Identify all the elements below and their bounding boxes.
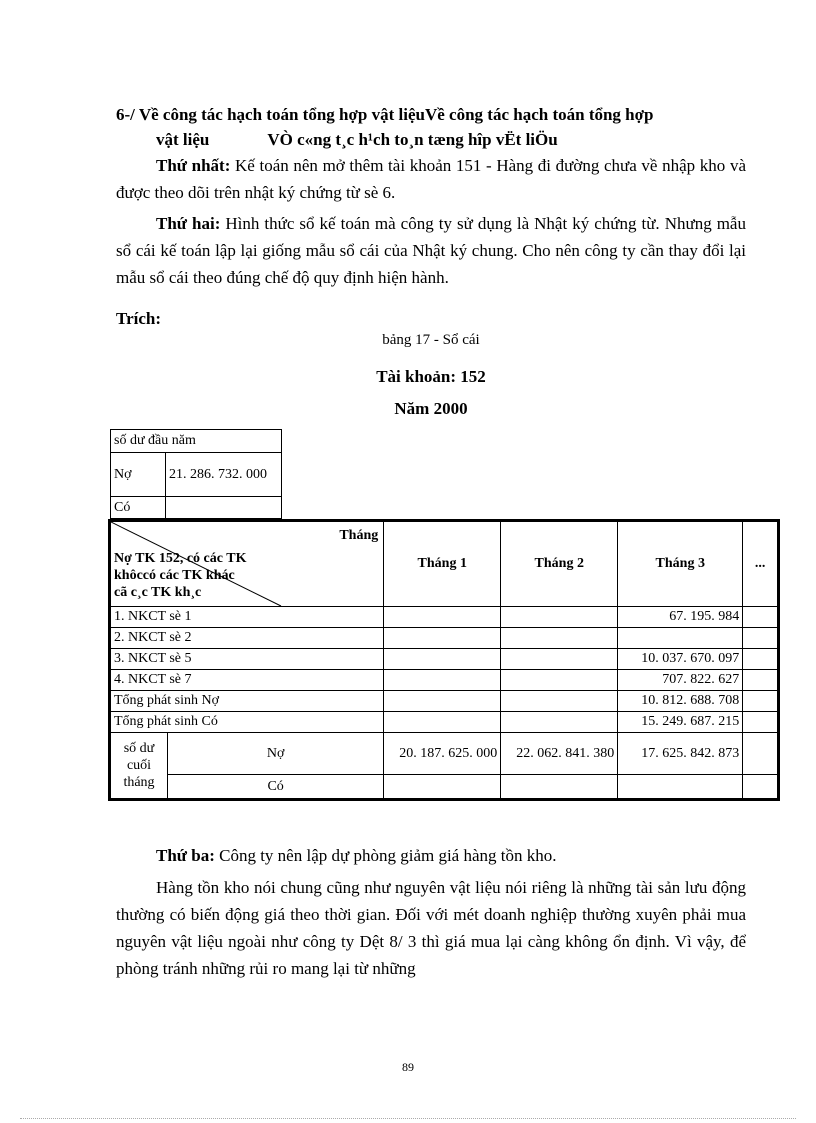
table-row — [111, 733, 778, 775]
page-bottom-divider — [20, 1118, 796, 1119]
cell — [384, 649, 501, 670]
row-label: 1. NKCT sè 1 — [111, 607, 384, 628]
closing-label: số dư cuối tháng — [111, 733, 168, 799]
heading-line-2b: VÒ c«ng t¸c h¹ch to¸n tæng hîp vËt liÖu — [267, 130, 558, 149]
table-row — [111, 712, 778, 733]
section-heading — [116, 102, 746, 152]
table-row — [111, 628, 778, 649]
page-number: 89 — [402, 1060, 414, 1074]
cell — [743, 649, 778, 670]
cell: 67. 195. 984 — [618, 607, 743, 628]
opening-co-label: Có — [111, 497, 166, 519]
cell: 10. 037. 670. 097 — [618, 649, 743, 670]
table-row — [111, 775, 778, 799]
closing-no-label: Nợ — [168, 733, 384, 775]
cell — [501, 670, 618, 691]
cell — [384, 670, 501, 691]
cell — [618, 628, 743, 649]
paragraph-lead: Thứ hai: — [156, 214, 221, 233]
paragraph-lead: Thứ ba: — [156, 846, 215, 865]
opening-co-value — [166, 497, 282, 519]
cell — [743, 691, 778, 712]
opening-balance-table — [110, 429, 282, 519]
month-header: Tháng 1 — [384, 522, 501, 607]
cell: 17. 625. 842. 873 — [618, 733, 743, 775]
corner-label-3: cã c¸c TK kh¸c — [114, 585, 202, 600]
table-title-2: Tài khoản: 152 — [376, 367, 486, 386]
paragraph-thu-hai — [116, 210, 746, 291]
paragraph-thu-ba — [116, 842, 746, 869]
table-row — [111, 607, 778, 628]
cell — [384, 628, 501, 649]
cell: 20. 187. 625. 000 — [384, 733, 501, 775]
paragraph-text: Hình thức sổ kế toán mà công ty sử dụng là Nhật ký chứng từ. Nhưng mẫu sổ cái kế toán lập lại giống mẫu sổ cái của Nhật ký chung. Cho nên công ty cần thay đổi lại mẫu sổ cái theo đúng chế độ quy định hiện hành. — [116, 214, 746, 287]
cell: 10. 812. 688. 708 — [618, 691, 743, 712]
cell — [743, 607, 778, 628]
row-label: 2. NKCT sè 2 — [111, 628, 384, 649]
trich-label: Trích: — [116, 309, 162, 328]
ledger-table-frame — [108, 519, 780, 801]
row-label: Tổng phát sinh Có — [111, 712, 384, 733]
cell — [618, 775, 743, 799]
table-row — [111, 670, 778, 691]
cell — [501, 775, 618, 799]
corner-top-label: Tháng — [339, 528, 379, 543]
cell — [384, 607, 501, 628]
cell — [501, 628, 618, 649]
cell — [384, 691, 501, 712]
heading-line-1: 6-/ Về công tác hạch toán tổng hợp vật liệuVề công tác hạch toán tổng hợp — [116, 105, 654, 124]
paragraph-text: Kế toán nên mở thêm tài khoản 151 - Hàng đi đường chưa về nhập kho và được theo dõi trên nhật ký chứng từ sè 6. — [116, 156, 746, 202]
cell — [384, 712, 501, 733]
paragraph-text: Công ty nên lập dự phòng giảm giá hàng tồn kho. — [214, 846, 557, 865]
month-header: Tháng 2 — [501, 522, 618, 607]
cell — [743, 733, 778, 775]
cell: 22. 062. 841. 380 — [501, 733, 618, 775]
cell — [501, 607, 618, 628]
cell: 707. 822. 627 — [618, 670, 743, 691]
table-title-1: bảng 17 - Sổ cái — [382, 332, 480, 348]
heading-line-2 — [116, 127, 746, 152]
paragraph-thu-nhat — [116, 152, 746, 206]
row-label: 3. NKCT sè 5 — [111, 649, 384, 670]
opening-no-value: 21. 286. 732. 000 — [166, 453, 282, 497]
row-label: 4. NKCT sè 7 — [111, 670, 384, 691]
row-label: Tổng phát sinh Nợ — [111, 691, 384, 712]
closing-co-label: Có — [168, 775, 384, 799]
cell — [743, 670, 778, 691]
cell — [743, 775, 778, 799]
cell — [743, 712, 778, 733]
cell — [501, 691, 618, 712]
corner-label-1: Nợ TK 152, có các TK — [114, 551, 247, 566]
table-title-3: Năm 2000 — [394, 399, 468, 418]
cell — [501, 712, 618, 733]
month-header: Tháng 3 — [618, 522, 743, 607]
ledger-corner-cell — [111, 522, 384, 607]
opening-label: số dư đầu năm — [111, 430, 282, 453]
corner-label-2: khôccó các TK khác — [114, 568, 235, 583]
ledger-table — [110, 521, 778, 799]
paragraph-hang-ton-kho — [116, 874, 746, 982]
paragraph-lead: Thứ nhất: — [156, 156, 231, 175]
cell — [743, 628, 778, 649]
cell — [384, 775, 501, 799]
table-row — [111, 649, 778, 670]
heading-line-2a: vật liệu — [156, 130, 210, 149]
paragraph-text: Hàng tồn kho nói chung cũng như nguyên vật liệu nói riêng là những tài sản lưu động thường có biến động giá theo thời gian. Đối với mét doanh nghiệp thường xuyên phải mua nguyên vật liệu ngoài như công ty Dệt 8/ 3 thì giá mua lại càng không ổn định. Vì vậy, để phòng tránh những rủi ro mang lại từ những — [116, 878, 746, 978]
cell: 15. 249. 687. 215 — [618, 712, 743, 733]
cell — [501, 649, 618, 670]
table-row — [111, 691, 778, 712]
month-header: ... — [743, 522, 778, 607]
opening-no-label: Nợ — [111, 453, 166, 497]
